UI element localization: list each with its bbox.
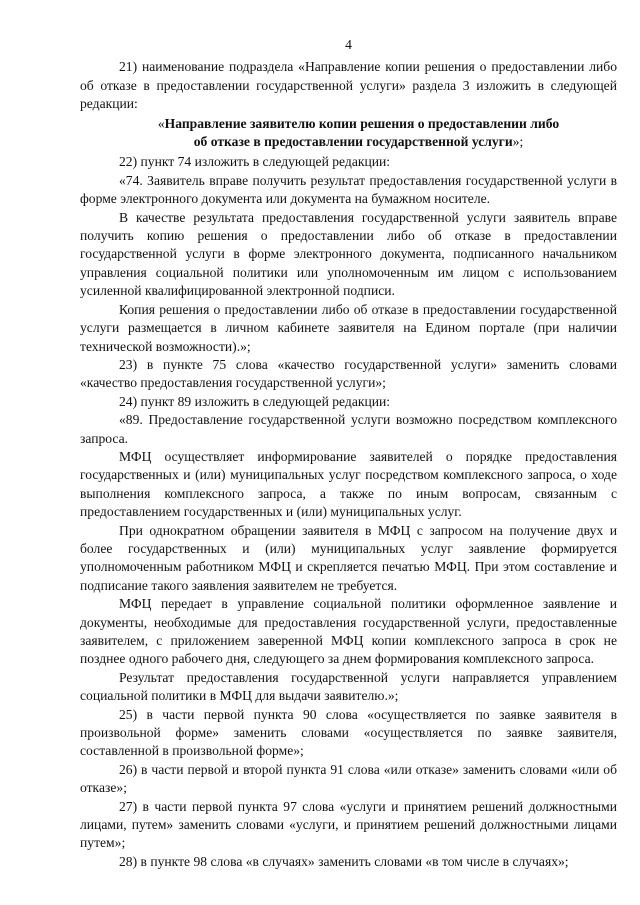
paragraph-22: 22) пункт 74 изложить в следующей редакции: — [119, 154, 391, 170]
paragraph-89-single-request: При однократном обращении заявителя в МФЦ с запросом на получение двух и более государственных и (или) муниципальных услуг заявление формируется уполномоченным работником МФЦ и скрепляется печатью МФЦ. При этом составление и подписание такого заявления заявителем не требуется. — [80, 522, 617, 593]
heading-line-2-text: об отказе в предоставлении государственной услуги — [193, 134, 513, 150]
document-page — [80, 36, 617, 871]
page-number: 4 — [345, 37, 352, 52]
paragraph-89: «89. Предоставление государственной услуги возможно посредством комплексного запроса. — [80, 412, 617, 446]
paragraph-28: 28) в пункте 98 слова «в случаях» заменить словами «в том числе в случаях»; — [119, 853, 569, 869]
section-heading — [80, 115, 617, 152]
paragraph-26: 26) в части первой и второй пункта 91 слова «или отказе» заменить словами «или об отказе»; — [80, 761, 617, 796]
heading-line-1 — [100, 115, 617, 133]
heading-close-quote: »; — [512, 134, 524, 150]
heading-line-2 — [100, 133, 617, 151]
paragraph-24: 24) пункт 89 изложить в следующей редакции: — [119, 393, 391, 409]
paragraph-74-result: В качестве результата предоставления государственной услуги заявитель вправе получить копию решения о предоставлении либо об отказе в предоставлении государственной услуги в форме электронного документа, подписанного начальником управления социальной политики или уполномоченным им лицом с использованием усиленной квалифицированной электронной подписи. — [80, 209, 617, 299]
heading-line-1-text: Направление заявителю копии решения о предоставлении либо — [164, 115, 560, 131]
paragraph-27: 27) в части первой пункта 97 слова «услуги и принятием решений должностными лицами, путем» заменить словами «услуги, и принятием решений должностными лицами путем»; — [80, 798, 617, 851]
paragraph-74-copy: Копия решения о предоставлении либо об отказе в предоставлении государственной услуги размещается в личном кабинете заявителя на Едином портале (при наличии технической возможности).»; — [80, 301, 617, 354]
paragraph-25: 25) в части первой пункта 90 слова «осуществляется по заявке заявителя в произвольной форме» заменить словами «осуществляется по заявке заявителя, составленной в произвольной форме»; — [80, 706, 617, 759]
paragraph-89-mfc-transfer: МФЦ передает в управление социальной политики оформленное заявление и документы, необходимые для предоставления государственной услуги, предоставленные заявителем, с приложением заверенной МФЦ копии комплексного запроса в срок не позднее одного рабочего дня, следующего за днем формирования комплексного запроса. — [80, 596, 617, 667]
heading-open-quote: « — [157, 115, 165, 131]
paragraph-23: 23) в пункте 75 слова «качество государственной услуги» заменить словами «качество предоставления государственной услуги»; — [80, 356, 617, 391]
paragraph-89-result: Результат предоставления государственной услуги направляется управлением социальной политики в МФЦ для выдачи заявителю.»; — [80, 669, 617, 704]
paragraph-74: «74. Заявитель вправе получить результат предоставления государственной услуги в форме электронного документа или документа на бумажном носителе. — [80, 172, 617, 207]
paragraph-21: 21) наименование подраздела «Направление копии решения о предоставлении либо об отказе в предоставлении государственной услуги» раздела 3 изложить в следующей редакции: — [80, 59, 617, 112]
paragraph-89-mfc-info: МФЦ осуществляет информирование заявителей о порядке предоставления государственных и (или) муниципальных услуг посредством комплексного запроса, о ходе выполнения комплексного запроса, а также по иным вопросам, связанным с предоставлением государственных и (или) муниципальных услуг. — [80, 448, 617, 520]
